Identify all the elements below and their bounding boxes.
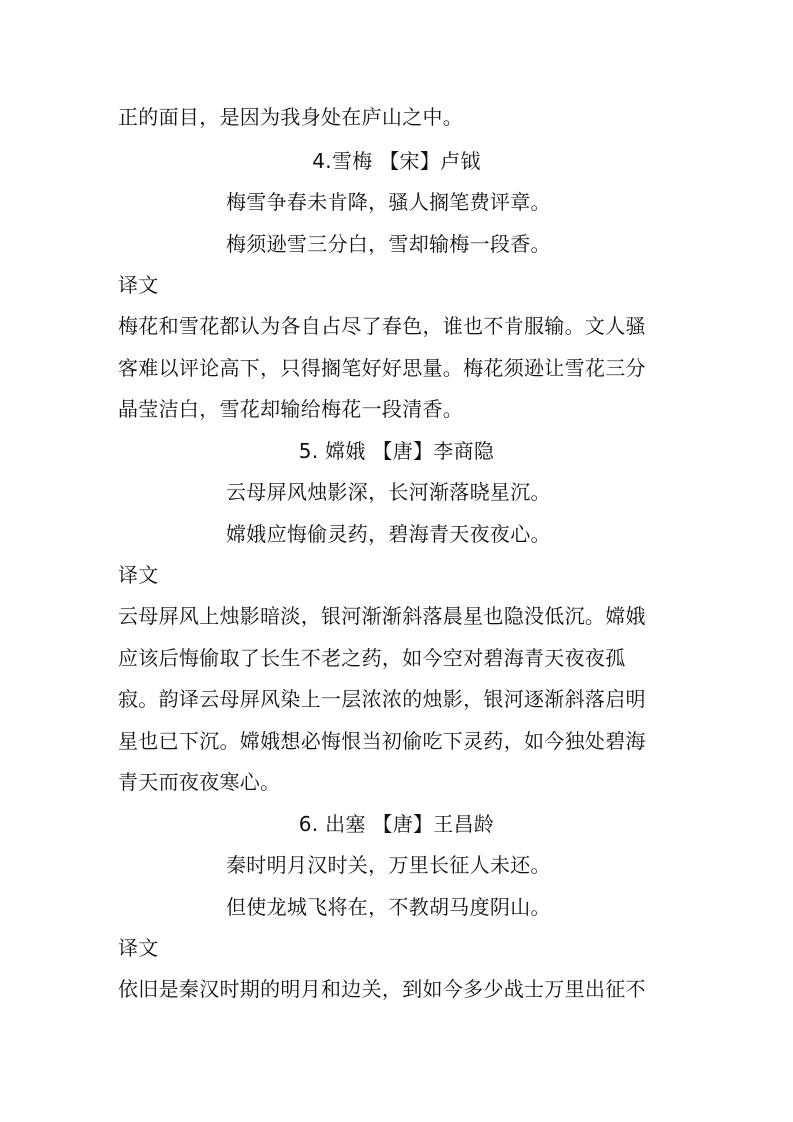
prose-line: 晶莹洁白，雪花却输给梅花一段清香。 — [118, 397, 464, 421]
prose-line: 寂。韵译云母屏风染上一层浓浓的烛影，银河逐渐斜落启明 — [118, 687, 646, 711]
poem-verse: 云母屏风烛影深，长河渐落晓星沉。 — [226, 480, 551, 504]
prose-line: 青天而夜夜寒心。 — [118, 770, 281, 794]
prose-line: 云母屏风上烛影暗淡，银河渐渐斜落晨星也隐没低沉。嫦娥 — [118, 604, 646, 628]
prose-line: 正的面目，是因为我身处在庐山之中。 — [118, 105, 464, 129]
poem-title: 4.雪梅 【宋】卢钺 — [312, 149, 481, 173]
poem-verse: 梅须逊雪三分白，雪却输梅一段香。 — [226, 232, 551, 256]
poem-verse: 嫦娥应悔偷灵药，碧海青天夜夜心。 — [226, 522, 551, 546]
prose-line: 梅花和雪花都认为各自占尽了春色，谁也不肯服输。文人骚 — [118, 314, 646, 338]
poem-verse: 但使龙城飞将在，不教胡马度阴山。 — [226, 895, 551, 919]
poem-title: 6. 出塞 【唐】王昌龄 — [298, 812, 495, 836]
prose-line: 星也已下沉。嫦娥想必悔恨当初偷吃下灵药，如今独处碧海 — [118, 729, 646, 753]
poem-verse: 秦时明月汉时关，万里长征人未还。 — [226, 853, 551, 877]
poem-verse: 梅雪争春未肯降，骚人搁笔费评章。 — [226, 190, 551, 214]
prose-line: 依旧是秦汉时期的明月和边关，到如今多少战士万里出征不 — [118, 977, 646, 1001]
section-heading: 译文 — [118, 273, 159, 297]
poem-title: 5. 嫦娥 【唐】李商隐 — [298, 439, 495, 463]
prose-line: 应该后悔偷取了长生不老之药，如今空对碧海青天夜夜孤 — [118, 646, 626, 670]
prose-line: 客难以评论高下，只得搁笔好好思量。梅花须逊让雪花三分 — [118, 356, 646, 380]
section-heading: 译文 — [118, 563, 159, 587]
section-heading: 译文 — [118, 936, 159, 960]
